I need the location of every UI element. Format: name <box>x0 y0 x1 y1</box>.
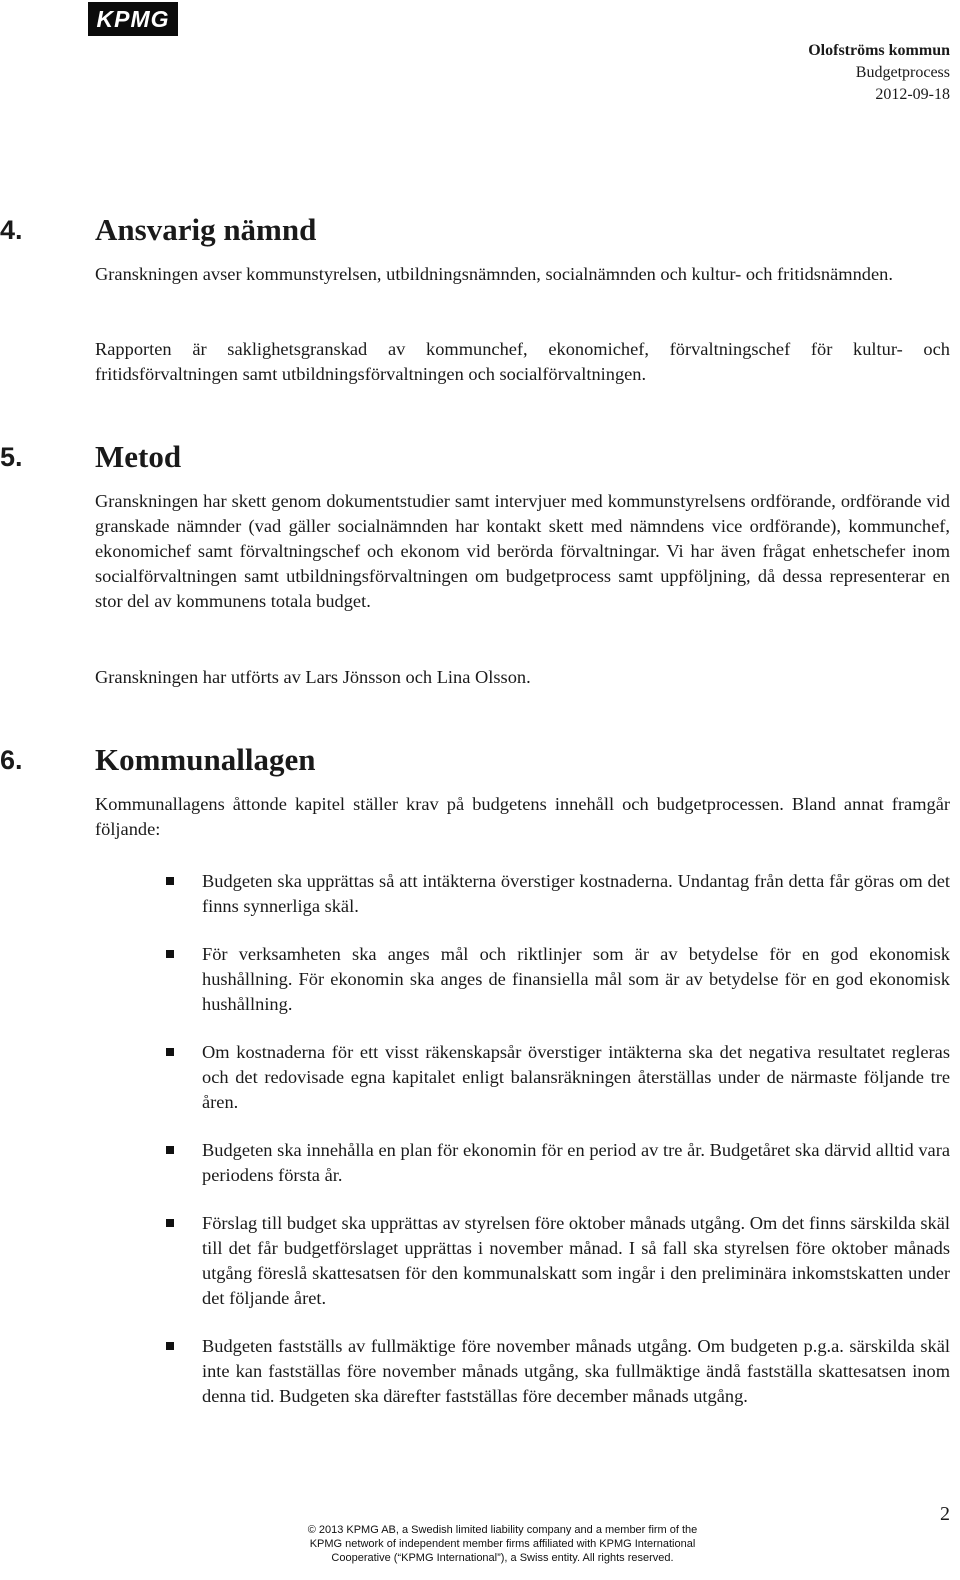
paragraph: Kommunallagens åttonde kapitel ställer krav på budgetens innehåll och budgetprocessen. Bland annat framgår följande: <box>95 794 950 839</box>
kpmg-logo <box>88 2 178 36</box>
document-date: 2012-09-18 <box>875 86 950 103</box>
list-item <box>95 1040 950 1115</box>
section-number: 5. <box>0 442 23 472</box>
page-number: 2 <box>940 1503 950 1525</box>
square-bullet-icon <box>166 1048 174 1056</box>
paragraph: Granskningen har utförts av Lars Jönsson och Lina Olsson. <box>95 667 531 687</box>
section-number: 6. <box>0 745 23 775</box>
list-item <box>95 869 950 919</box>
list-item <box>95 1211 950 1311</box>
logo-text: KPMG <box>96 5 170 32</box>
requirements-list <box>95 869 950 1432</box>
square-bullet-icon <box>166 877 174 885</box>
list-item-text: Om kostnaderna för ett visst räkenskapsår överstiger intäkterna ska det negativa resultatet regleras och det redovisade egna kapitalet enligt balansräkningen återställas under de närmaste följande tre åren. <box>202 1042 950 1112</box>
square-bullet-icon <box>166 1146 174 1154</box>
document-title: Budgetprocess <box>855 64 950 81</box>
section-title: Kommunallagen <box>95 742 316 777</box>
square-bullet-icon <box>166 950 174 958</box>
list-item-text: Budgeten ska innehålla en plan för ekonomin för en period av tre år. Budgetåret ska därvid alltid vara periodens första år. <box>202 1140 950 1185</box>
list-item <box>95 1334 950 1409</box>
square-bullet-icon <box>166 1342 174 1350</box>
footer-copyright <box>290 1523 715 1565</box>
footer-line: KPMG network of independent member firms affiliated with KPMG International <box>309 1538 696 1550</box>
footer-line: © 2013 KPMG AB, a Swedish limited liability company and a member firm of the <box>307 1524 698 1536</box>
section-heading-6 <box>0 742 315 778</box>
section-heading-5 <box>0 439 181 475</box>
list-item <box>95 942 950 1017</box>
section-number: 4. <box>0 215 23 245</box>
section-heading-4 <box>0 212 316 248</box>
document-header <box>808 40 950 106</box>
footer-line: Cooperative (“KPMG International”), a Swiss entity. All rights reserved. <box>331 1552 674 1564</box>
list-item-text: Förslag till budget ska upprättas av styrelsen före oktober månads utgång. Om det finns särskilda skäl till det får budgetförslaget upprättas i november månad. I så fall ska styrelsen före oktober månads utgång föreslå skattesatsen för den kommunalskatt som ingår i den preliminära inkomstskatten under det följande året. <box>202 1213 950 1308</box>
paragraph: Granskningen avser kommunstyrelsen, utbildningsnämnden, socialnämnden och kultur- och fritidsnämnden. <box>95 264 893 284</box>
list-item-text: Budgeten ska upprättas så att intäkterna överstiger kostnaderna. Undantag från detta får göras om det finns synnerliga skäl. <box>202 871 950 916</box>
section-title: Ansvarig nämnd <box>95 212 317 247</box>
square-bullet-icon <box>166 1219 174 1227</box>
organization-name: Olofströms kommun <box>808 42 950 59</box>
list-item-text: Budgeten fastställs av fullmäktige före november månads utgång. Om budgeten p.g.a. särskilda skäl inte kan fastställas före november månads utgång, ska fullmäktige ändå fastställa skattesatsen inom denna tid. Budgeten ska därefter fastställas före december månads utgång. <box>202 1336 950 1406</box>
section-title: Metod <box>95 439 182 474</box>
list-item-text: För verksamheten ska anges mål och riktlinjer som är av betydelse för en god ekonomisk hushållning. För ekonomin ska anges de finansiella mål som är av betydelse för en god ekonomisk hushållning. <box>202 944 950 1014</box>
list-item <box>95 1138 950 1188</box>
paragraph: Granskningen har skett genom dokumentstudier samt intervjuer med kommunstyrelsens ordförande, ordförande vid granskade nämnder (vad gäller socialnämnden har kontakt skett med nämndens vice ordförande), kommunchef, ekonomichef samt förvaltningschef och ekonom vid berörda förvaltningar. Vi har även frågat enhetschefer inom socialförvaltningen samt utbildningsförvaltningen om budgetprocess samt uppföljning, då dessa representerar en stor del av kommunens totala budget. <box>95 491 950 611</box>
paragraph: Rapporten är saklighetsgranskad av kommunchef, ekonomichef, förvaltningschef för kultur- och fritidsförvaltningen samt utbildningsförvaltningen och socialförvaltningen. <box>95 339 950 384</box>
